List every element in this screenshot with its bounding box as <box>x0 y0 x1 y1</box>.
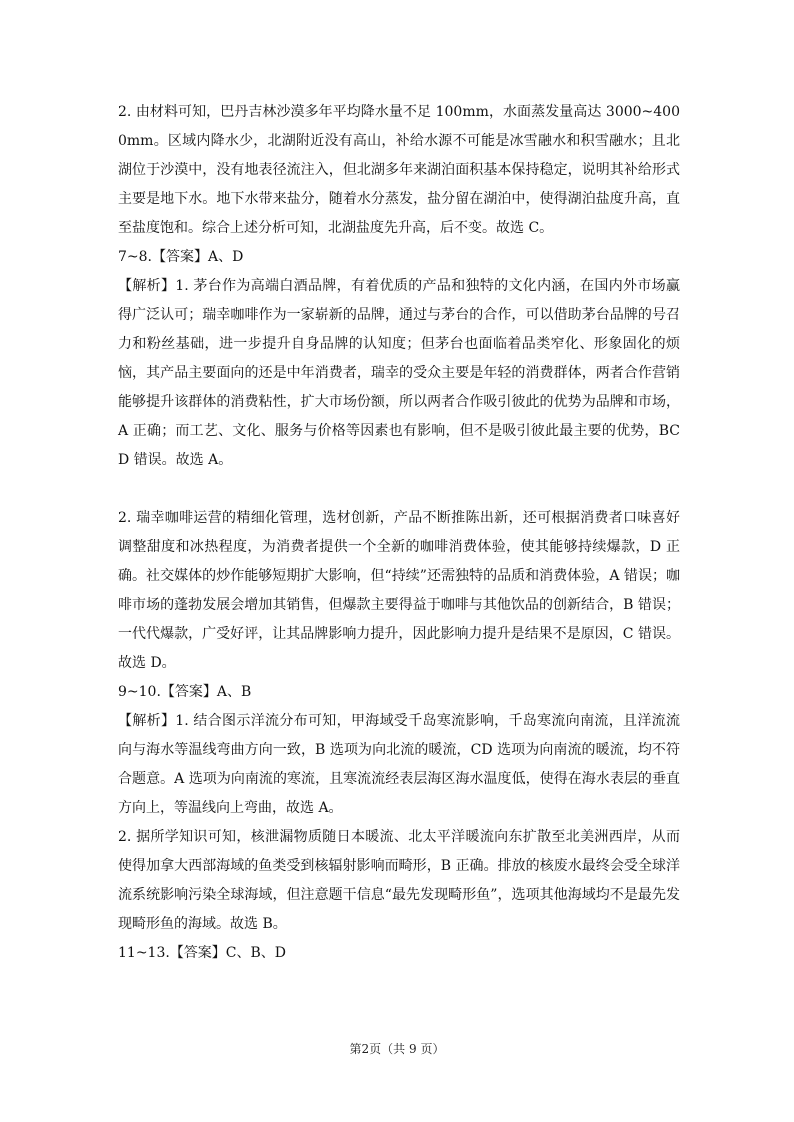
page-footer: 第2页（共 9 页） <box>349 1042 445 1056</box>
paragraph-q6-analysis: 2. 由材料可知，巴丹吉林沙漠多年平均降水量不足 100mm，水面蒸发量高达 3000~4000mm。区域内降水少，北湖附近没有高山，补给水源不可能是冰雪融水和积雪融水；且北湖位于沙漠中，没有地表径流注入，但北湖多年来湖泊面积基本保持稳定，说明其补给形式主要是地下水。地下水带来盐分，随着水分蒸发，盐分留在湖泊中，使得湖泊盐度升高，直至盐度饱和。综合上述分析可知，北湖盐度先升高，后不变。故选 C。 <box>118 104 680 236</box>
blank-line <box>118 475 680 504</box>
paragraph-q8-analysis: 2. 瑞幸咖啡运营的精细化管理，选材创新，产品不断推陈出新，还可根据消费者口味喜好调整甜度和冰热程度，为消费者提供一个全新的咖啡消费体验，使其能够持续爆款，D 正确。社交媒体的炒作能够短期扩大影响，但“持续”还需独特的品质和消费体验，A 错误；咖啡市场的蓬勃发展会增加其销售，但爆款主要得益于咖啡与其他饮品的创新结合，B 错误；一代代爆款，广受好评，让其品牌影响力提升，因此影响力提升是结果不是原因，C 错误。故选 D。 <box>118 510 680 671</box>
paragraph-q9-analysis: 【解析】1. 结合图示洋流分布可知，甲海域受千岛寒流影响，千岛寒流向南流，且洋流流向与海水等温线弯曲方向一致，B 选项为向北流的暖流，CD 选项为向南流的暖流，均不符合题意。A 选项为向南流的寒流，且寒流流经表层海区海水温度低，使得在海水表层的垂直方向上，等温线向上弯曲，故选 A。 <box>118 713 680 816</box>
paragraph-q7-analysis: 【解析】1. 茅台作为高端白酒品牌，有着优质的产品和独特的文化内涵，在国内外市场赢得广泛认可；瑞幸咖啡作为一家崭新的品牌，通过与茅台的合作，可以借助茅台品牌的号召力和粉丝基础，进一步提升自身品牌的认知度；但茅台也面临着品类窄化、形象固化的烦恼，其产品主要面向的还是中年消费者，瑞幸的受众主要是年轻的消费群体，两者合作营销能够提升该群体的消费粘性，扩大市场份额，所以两者合作吸引彼此的优势为品牌和市场，A 正确；而工艺、文化、服务与价格等因素也有影响，但不是吸引彼此最主要的优势，BCD 错误。故选 A。 <box>118 278 680 468</box>
answer-heading-7-8: 7~8.【答案】A、D <box>118 249 244 265</box>
answer-heading-9-10: 9~10.【答案】A、B <box>118 684 252 700</box>
answer-heading-11-13: 11~13.【答案】C、B、D <box>118 945 287 961</box>
paragraph-q10-analysis: 2. 据所学知识可知，核泄漏物质随日本暖流、北太平洋暖流向东扩散至北美洲西岸，从而使得加拿大西部海域的鱼类受到核辐射影响而畸形，B 正确。排放的核废水最终会受全球洋流系统影响污染全球海域，但注意题干信息“最先发现畸形鱼”，选项其他海域均不是最先发现畸形鱼的海域。故选 B。 <box>118 829 680 932</box>
page-content <box>118 98 680 968</box>
